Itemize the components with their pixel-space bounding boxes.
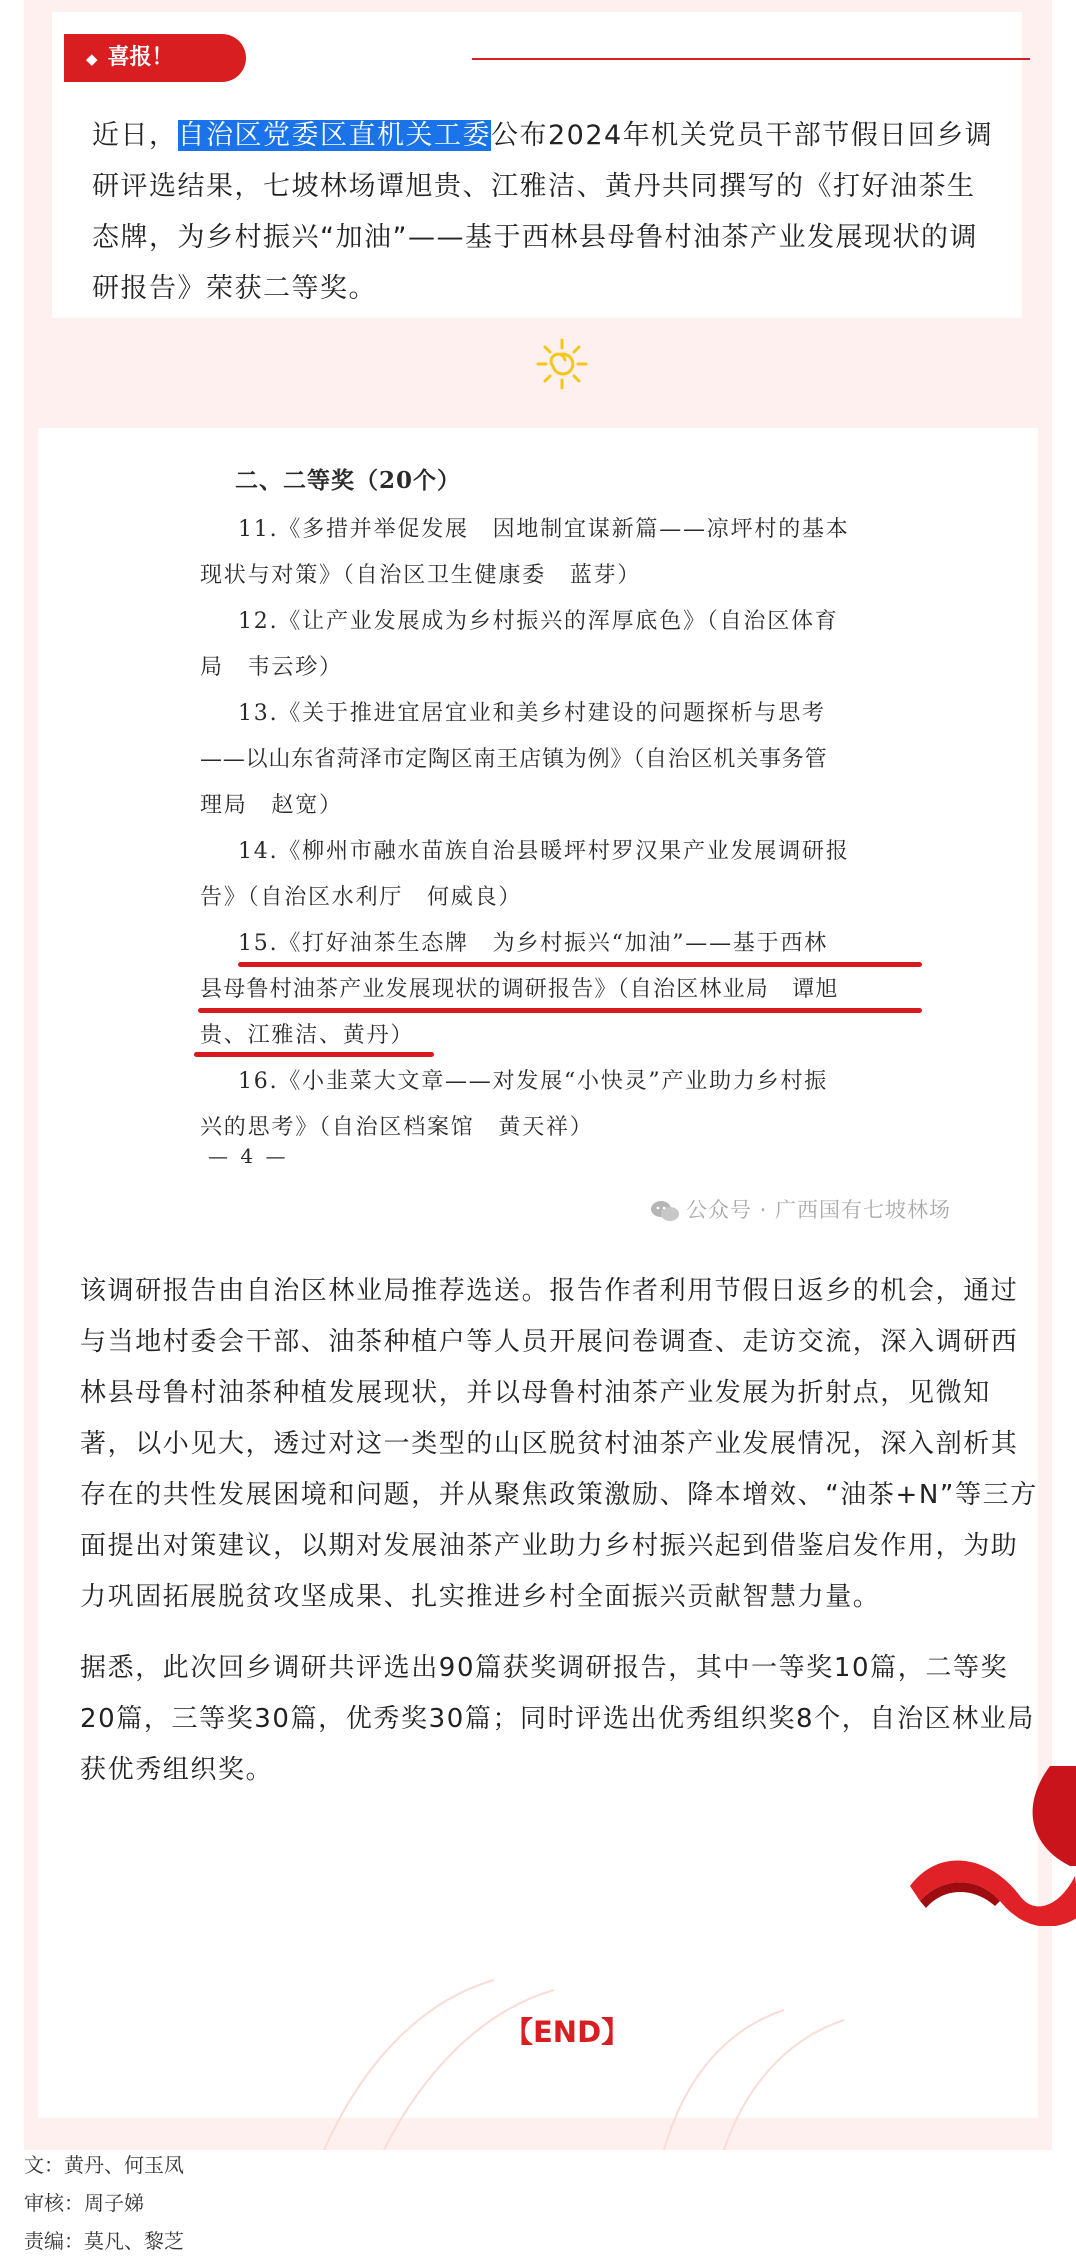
credit-editor: 责编：莫凡、黎芝 [24, 2229, 184, 2253]
credits [24, 2146, 184, 2260]
announcement-card [52, 12, 1022, 318]
intro-text: 公布2024年机关党员干部节假日回乡调研评选结果，七坡林场谭旭贵、江雅洁、黄丹共同撰写的《打好油茶生态牌，为乡村振兴“加油”——基于西林县母鲁村油茶产业发展现状的调研报告》荣获二等奖。 [92, 120, 994, 304]
article-background [24, 0, 1052, 2150]
award-list-image [38, 428, 1038, 1228]
diamond-icon: ◆ [86, 50, 98, 68]
watermark [650, 1194, 951, 1224]
red-underline [194, 1052, 434, 1057]
end-marker: 【END】 [504, 2015, 631, 2049]
doc-line: 告》（自治区水利厅 何威良） [200, 885, 523, 910]
intro-prefix: 近日， [92, 120, 178, 151]
doc-line: 14.《柳州市融水苗族自治县暖坪村罗汉果产业发展调研报 [238, 839, 850, 864]
body-paragraph-2: 据悉，此次回乡调研共评选出90篇获奖调研报告，其中一等奖10篇，二等奖20篇，三等奖30篇，优秀奖30篇；同时评选出优秀组织奖8个，自治区林业局获优秀组织奖。 [80, 1653, 1035, 1785]
doc-line: 11.《多措并举促发展 因地制宜谋新篇——凉坪村的基本 [238, 517, 850, 542]
watermark-text: 公众号 · 广西国有七坡林场 [686, 1198, 952, 1222]
doc-line: 局 韦云珍） [200, 655, 343, 680]
doc-line: 12.《让产业发展成为乡村振兴的浑厚底色》（自治区体育 [238, 609, 839, 634]
doc-line: 16.《小韭菜大文章——对发展“小快灵”产业助力乡村振 [238, 1069, 829, 1094]
sun-icon [536, 338, 588, 390]
content-card [38, 428, 1038, 2118]
doc-line: 理局 赵宽） [200, 793, 343, 818]
credit-author: 文：黄丹、何玉凤 [24, 2153, 184, 2177]
doc-line: ——以山东省菏泽市定陶区南王店镇为例》（自治区机关事务管 [200, 747, 828, 772]
body-paragraph-1: 该调研报告由自治区林业局推荐选送。报告作者利用节假日返乡的机会，通过与当地村委会干部、油茶种植户等人员开展问卷调查、走访交流，深入调研西林县母鲁村油茶种植发展现状，并以母鲁村油茶产业发展为折射点，见微知著，以小见大，透过对这一类型的山区脱贫村油茶产业发展情况，深入剖析其存在的共性发展困境和问题，并从聚焦政策激励、降本增效、“油茶+N”等三方面提出对策建议，以期对发展油茶产业助力乡村振兴起到借鉴启发作用，为助力巩固拓展脱贫攻坚成果、扎实推进乡村全面振兴贡献智慧力量。 [80, 1276, 1038, 1612]
selected-text-highlight[interactable]: 自治区党委区直机关工委 [177, 120, 491, 151]
doc-line: 15.《打好油茶生态牌 为乡村振兴“加油”——基于西林 [238, 931, 829, 956]
red-underline [198, 1008, 922, 1013]
doc-line: 兴的思考》（自治区档案馆 黄天祥） [200, 1115, 594, 1140]
article-body [80, 1266, 1040, 1816]
good-news-badge [64, 34, 246, 82]
badge-label: 喜报！ [107, 45, 174, 70]
doc-line: 县母鲁村油茶产业发展现状的调研报告》（自治区林业局 谭旭 [200, 977, 839, 1002]
doc-line: 现状与对策》（自治区卫生健康委 蓝芽） [200, 563, 642, 588]
doc-line: 贵、江雅洁、黄丹） [200, 1023, 415, 1048]
red-underline [238, 962, 922, 967]
header-divider [472, 58, 1030, 60]
wechat-icon [650, 1200, 680, 1222]
credit-reviewer: 审核：周子娣 [24, 2191, 144, 2215]
doc-line: 13.《关于推进宜居宜业和美乡村建设的问题探析与思考 [238, 701, 826, 726]
doc-page-number: — 4 — [208, 1144, 289, 1168]
doc-heading: 二、二等奖（20个） [235, 467, 462, 494]
intro-paragraph [92, 110, 997, 314]
